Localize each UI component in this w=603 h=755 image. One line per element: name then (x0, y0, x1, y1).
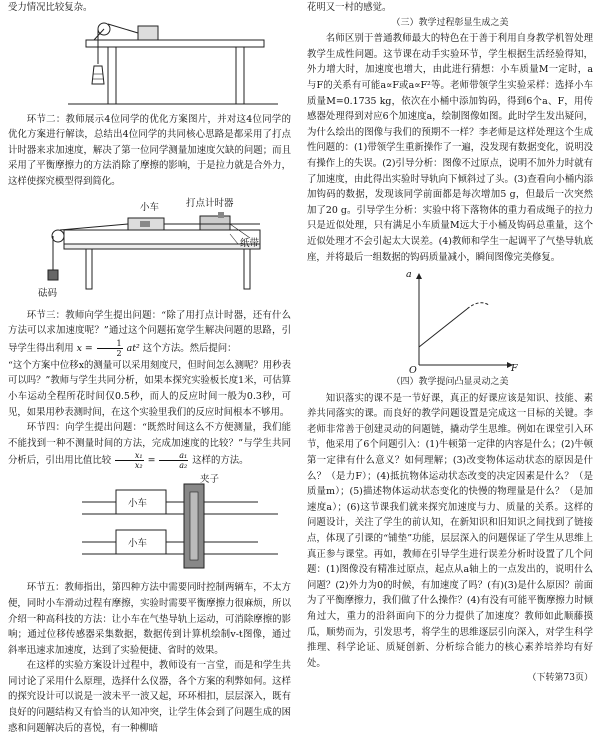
label-tape: 纸带 (240, 237, 260, 249)
graph-origin: O (409, 365, 417, 377)
label-weight: 砝码 (38, 287, 58, 299)
figure-two-carts (8, 470, 291, 580)
figure-pulley-setup (8, 16, 291, 112)
paragraph: 环节三：教师向学生提出问题：“除了用打点计时器，还有什么方法可以求加速度呢？”通过这个问题拓宽学生解决问题的思路，引导学生得出利用 x = $\frac{1}{2}$ at² 这个方法。然后提问： (8, 309, 291, 358)
figure-a-f-graph (307, 265, 593, 375)
section-heading: （四）教学提问凸显灵动之美 (391, 377, 509, 388)
paragraph: 环节二：教师展示4位同学的优化方案图片，并对这4位同学的优化方案进行解读，总结出4位同学的共同核心思路是都采用了打点计时器来求加速度，解决了第一位同学测量加速度欠缺的问题；而且采用了平衡摩擦力的方法消除了摩擦的影响，于是拉力就是合外力，这样使探究模型得到简化。 (8, 113, 291, 187)
label-car-1: 小车 (128, 498, 148, 510)
paragraph: “这个方案中位移x的测量可以采用刻度尺，但时间怎么测呢？用秒表可以吗？”教师与学生共同分析，如果本探究实验板长度1米，可估算小车运动全程所花时间仅0.5秒，而人的反应时间一般为0.3秒，可见，如果用秒表测时间，在这个实验里我们的反应时间根本不够用。 (8, 359, 291, 418)
paragraph: 名师区别于普通教师最大的特色在于善于利用自身教学机智处理教学生成性问题。这节课在动手实验环节，学生根据生活经验得知，外力增大时，加速度也增大，由此进行猜想：小车质量M一定时，a与F的关系有可能a∝F或a∝F²等。老师带领学生实验采样：选择小车质量M=0.1735 kg，依次在小桶中添加钩码，得到6个a、F，用传感器处理得到对应6个加速度a，绘制图像如图。此时学生发出疑问，为什么绘出的图像与我们的预期不一样？李老师是这样处理这个生成性问题的：(1)带领学生重新操作了一遍，没发现有数据变化，说明没有操作上的失误。(2)引导分析：图像不过原点，说明不加外力时就有了加速度，由此得出实验时导轨向下倾斜过了头。(3)查看向小桶内添加钩码的数据，发现该同学前面都是每次增加5 g，但最后一次突然加了20 g。引导学生分析：实验中将下落物体的重力看成绳子的拉力只是近似处理，只有满足小车质量M远大于小桶及钩码总重量，这个近似处理才不会引起太大误差。(4)教师和学生一起调平了气垫导轨底座，并将最后一组数据的钩码质量减小，瞬间图像完美修复。 (307, 33, 593, 263)
paragraph: 知识落实的课不是一节好课，真正的好课应该是知识、技能、素养共同落实的课。而良好的教学问题设置是完成这一目标的关键。李老师非常善于创建灵动的问题链，撬动学生思维。例如在课堂引入环节，他采用了6个问题引入：(1)牛顿第一定律的内容是什么；(2)牛顿第一定律有什么意义？如何理解；(3)改变物体运动状态的原因是什么？（是力F）；(4)抵抗物体运动状态改变的决定因素是什么？（是质量m）；(5)描述物体运动状态变化的快慢的物理量是什么？（是加速度a）；(6)这节课我们就来探究加速度与力、质量的关系。这样的问题设计，关注了学生的前认知，在新知识和旧知识之间找到了链接点，体现了引课的“铺垫”功能，层层深入的问题保证了学生从思维上真正参与课堂。再如，教师在引导学生进行误差分析时设置了几个问题：(1)图像没有精准过原点，起点从a轴上的一点发出的，说明什么问题？(2)外力为0的时候，有加速度了吗？(有)(3)是什么原因？前面为了平衡摩擦力，我们做了什么操作？(4)有没有可能平衡摩擦力时倾角过大，重力的沿斜面向下的分力提供了加速度？教师如此顺藤摸瓜，顺势而为，引发思考，将学生的思维逐层引向深入，对学生科学推理、科学论证、质疑创新、分析综合能力的核心素养培养均有好处。 (307, 392, 593, 669)
paragraph: 受力情况比较复杂。 (8, 2, 93, 13)
paragraph: 在这样的实验方案设计过程中，教师设有一言堂，而是和学生共同讨论了采用什么原理，选择什么仪器，各个方案的利弊如何。这样的探究设计可以说是一波未平一波又起，环环相扣，层层深入，既有良好的问题结构又有恰当的认知冲突，让学生体会到了问题生成的困惑和问题解决后的喜悦，有一种柳暗 (8, 660, 291, 734)
left-column (8, 0, 291, 736)
a-f-graph (307, 265, 593, 375)
paragraph: 环节四：向学生提出问题：“既然时间这么不方便测量，我们能不能找到一种不测量时间的方法，完成加速度的比较？”与学生共同分析后，引出用比值比较 $\frac{\text{x₁}}{\text{x₂}}$ = $\frac{\text{a₁}}{\text{a₂}}$ 这样的方法。 (8, 422, 291, 471)
paragraph: 花明又一村的感觉。 (307, 2, 392, 13)
graph-ylabel: a (406, 269, 412, 281)
figure-timer-setup (8, 190, 291, 308)
right-column (307, 0, 593, 687)
two-carts-drawing (8, 470, 291, 580)
graph-xlabel: F (511, 363, 518, 375)
pulley-setup-drawing (8, 16, 291, 112)
label-timer: 打点计时器 (186, 197, 234, 209)
label-car: 小车 (140, 201, 160, 213)
section-heading: （三）教学过程彰显生成之美 (391, 17, 509, 28)
label-car-2: 小车 (128, 538, 148, 550)
paragraph: 环节五：教师指出，第四种方法中需要同时控制两辆车，不太方便，同时小车滑动过程有摩擦，实验时需要平衡摩擦力很麻烦，所以介绍一种高科技的方法：让小车在气垫导轨上运动，可消除摩擦的影响；通过位移传感器采集数据，数据传到计算机绘制v-t图像，通过斜率迅速求加速度，达到了实验便捷、省时的效果。 (8, 582, 291, 656)
page-footer: （下转第73页） (527, 673, 593, 684)
label-clip: 夹子 (200, 474, 220, 486)
